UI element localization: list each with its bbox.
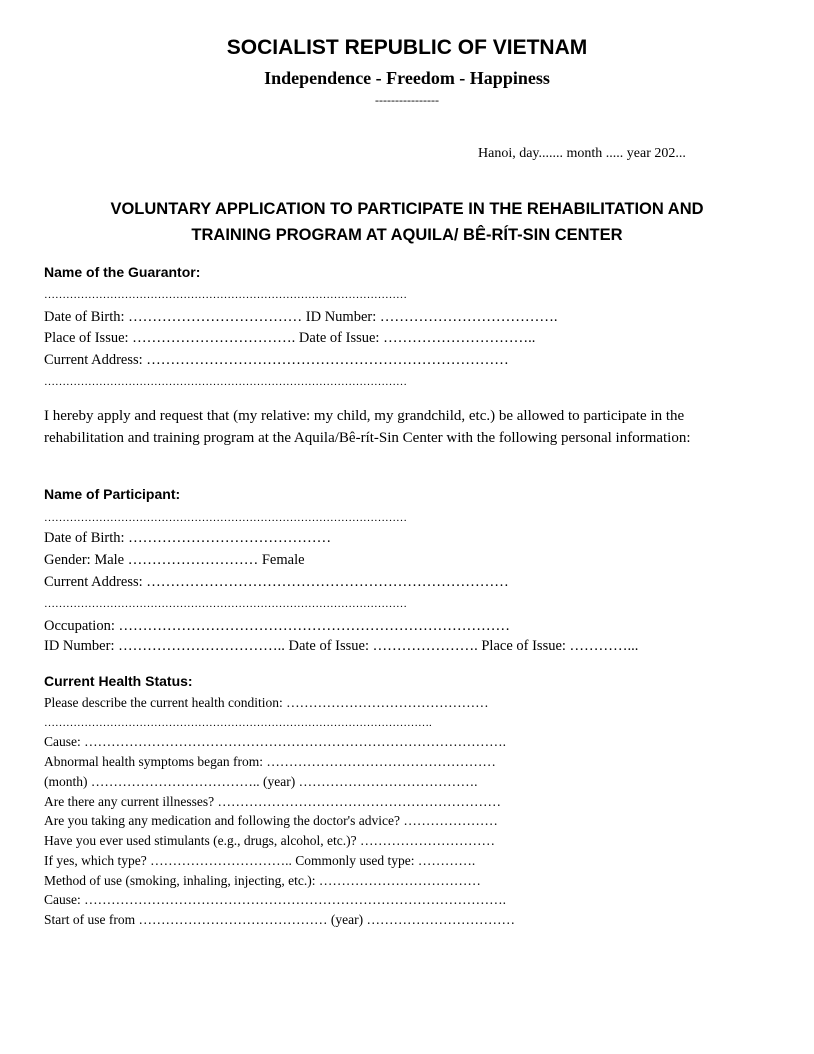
health-line: …………………………………………………………………………………………….: [44, 717, 432, 729]
health-line: Abnormal health symptoms began from: ……………………………………………: [44, 754, 496, 769]
nation-heading: SOCIALIST REPUBLIC OF VIETNAM: [226, 36, 588, 59]
participant-gender-field: Gender: Male ……………………… Female: [44, 552, 305, 568]
motto-heading: Independence - Freedom - Happiness: [264, 68, 550, 88]
health-line: Are you taking any medication and following the doctor's advice? …………………: [44, 813, 498, 828]
document-title-line1: VOLUNTARY APPLICATION TO PARTICIPATE IN THE REHABILITATION AND: [110, 200, 704, 218]
health-line: Start of use from …………………………………… (year) ……………………………: [44, 912, 515, 927]
participant-name-field: ………………………………………………………………………………………: [44, 512, 407, 524]
guarantor-name-field: ………………………………………………………………………………………: [44, 289, 407, 301]
guarantor-place-issue-field: Place of Issue: ……………………………. Date of Issue: …………………………..: [44, 330, 536, 346]
participant-occupation-field: Occupation: ………………………………………………………………………: [44, 618, 510, 634]
health-heading: Current Health Status:: [44, 673, 193, 689]
health-line: Have you ever used stimulants (e.g., drugs, alcohol, etc.)? …………………………: [44, 833, 496, 848]
health-line: Method of use (smoking, inhaling, injecting, etc.): ………………………………: [44, 873, 481, 888]
place-date: Hanoi, day....... month ..... year 202...: [478, 146, 686, 161]
request-paragraph: I hereby apply and request that (my relative: my child, my grandchild, etc.) be allowed to participate in the rehabilitation and training program at the Aquila/Bê-rít-Sin Center with the following personal information:: [44, 408, 691, 446]
participant-heading: Name of Participant:: [44, 486, 181, 502]
guarantor-dob-id-field: Date of Birth: ……………………………… ID Number: ……………………………….: [44, 309, 558, 325]
participant-id-field: ID Number: …………………………….. Date of Issue: …………………. Place of Issue: …………...: [44, 638, 639, 654]
health-line: Cause: ………………………………………………………………………………….: [44, 734, 506, 749]
guarantor-address-dots: ………………………………………………………………………………………: [44, 376, 407, 388]
health-line: (month) ……………………………….. (year) ………………………………….: [44, 774, 478, 789]
participant-dob-field: Date of Birth: ……………………………………: [44, 530, 332, 546]
participant-address-field: Current Address: …………………………………………………………………: [44, 574, 509, 590]
document-title-line2: TRAINING PROGRAM AT AQUILA/ BÊ-RÍT-SIN CENTER: [191, 226, 623, 244]
header-rule: ----------------: [375, 93, 439, 107]
health-line: Are there any current illnesses? ………………………………………………………: [44, 794, 502, 809]
guarantor-address-field: Current Address: …………………………………………………………………: [44, 352, 509, 368]
health-line: Cause: ………………………………………………………………………………….: [44, 892, 506, 907]
participant-address-dots: ………………………………………………………………………………………: [44, 598, 407, 610]
guarantor-heading: Name of the Guarantor:: [44, 264, 201, 280]
health-line: If yes, which type? ………………………….. Commonly used type: ………….: [44, 853, 476, 868]
health-line: Please describe the current health condition: ………………………………………: [44, 695, 489, 710]
